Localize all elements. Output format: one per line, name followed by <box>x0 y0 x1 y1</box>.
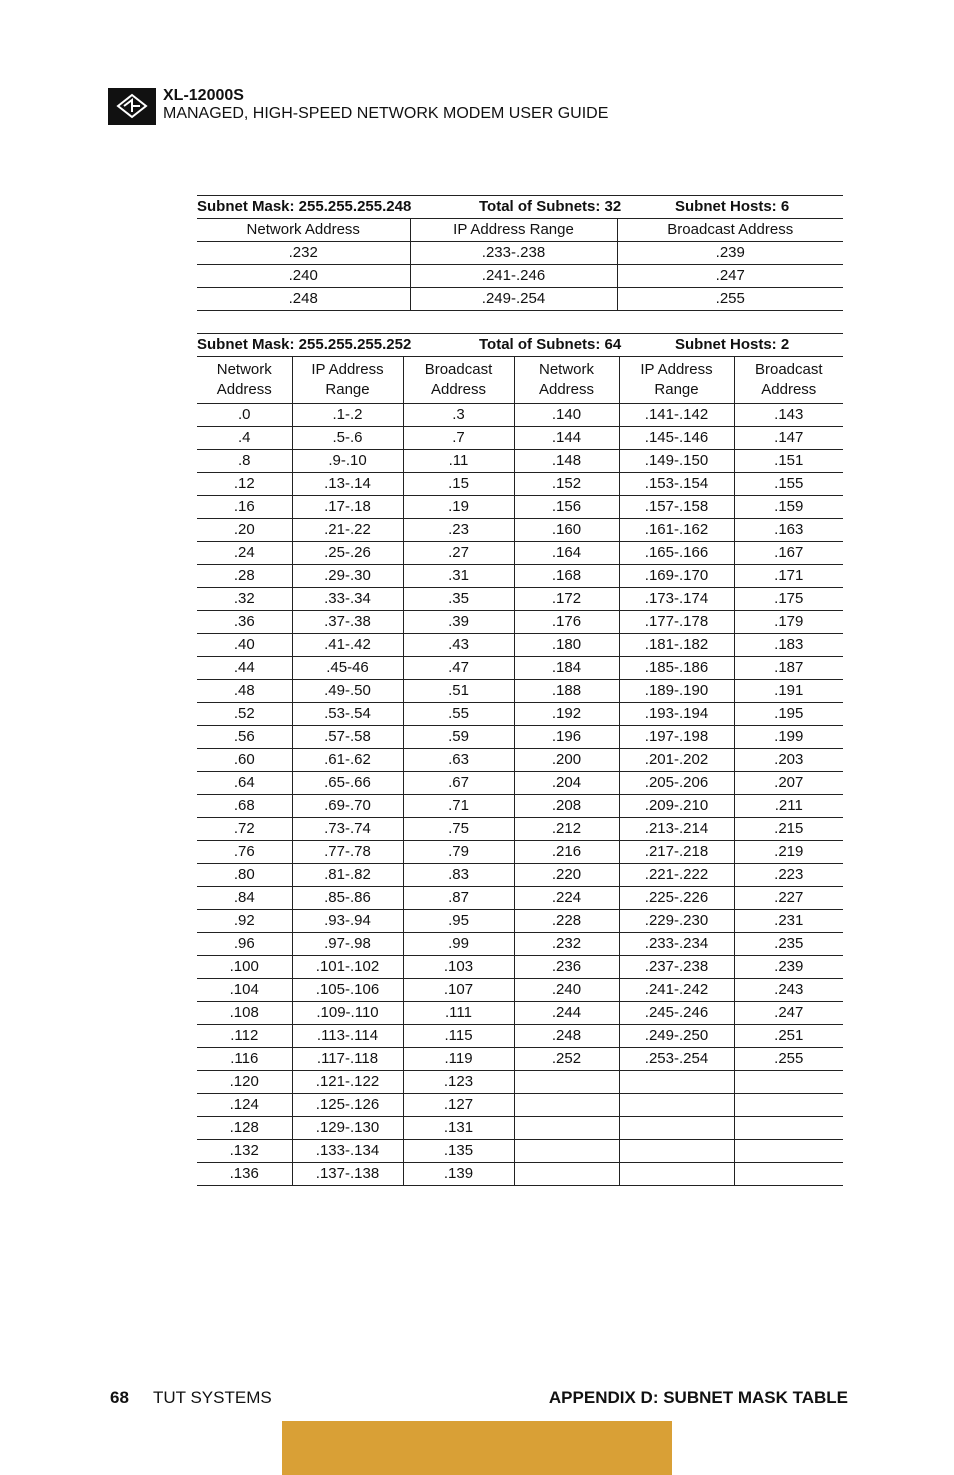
table-cell: .148 <box>514 450 619 473</box>
table-row <box>197 1002 843 1025</box>
column-header: Network Address <box>197 219 410 242</box>
table-cell: .33-.34 <box>292 588 403 611</box>
table-header-row <box>197 357 843 404</box>
table-cell: .124 <box>197 1094 292 1117</box>
table-cell: .244 <box>514 1002 619 1025</box>
table-row <box>197 887 843 910</box>
table-cell: .217-.218 <box>619 841 734 864</box>
table-cell: .247 <box>617 265 843 288</box>
table-cell <box>619 1071 734 1094</box>
table-cell: .201-.202 <box>619 749 734 772</box>
table-cell: .72 <box>197 818 292 841</box>
table-cell: .101-.102 <box>292 956 403 979</box>
table-cell <box>514 1140 619 1163</box>
table-cell: .80 <box>197 864 292 887</box>
total-subnets-label: Total of Subnets: 64 <box>479 336 622 353</box>
table-cell: .248 <box>514 1025 619 1048</box>
subnet-hosts-label: Subnet Hosts: 2 <box>675 336 790 353</box>
table-cell: .231 <box>734 910 843 933</box>
subnet-table-248 <box>197 195 843 311</box>
table-cell: .125-.126 <box>292 1094 403 1117</box>
accent-bar <box>282 1421 672 1475</box>
subnet-hosts-label: Subnet Hosts: 6 <box>675 198 790 215</box>
table-cell: .255 <box>734 1048 843 1071</box>
table-cell: .147 <box>734 427 843 450</box>
table-cell: .184 <box>514 657 619 680</box>
table-cell: .65-.66 <box>292 772 403 795</box>
table-cell: .39 <box>403 611 514 634</box>
table-cell: .240 <box>514 979 619 1002</box>
table-row <box>197 611 843 634</box>
table-cell: .211 <box>734 795 843 818</box>
table-cell: .13-.14 <box>292 473 403 496</box>
table-row <box>197 841 843 864</box>
table-cell: .92 <box>197 910 292 933</box>
table-cell: .225-.226 <box>619 887 734 910</box>
table-cell: .177-.178 <box>619 611 734 634</box>
table-cell: .51 <box>403 680 514 703</box>
column-header: IP Address Range <box>292 357 403 404</box>
table-row <box>197 288 843 311</box>
table-row <box>197 565 843 588</box>
table-cell: .208 <box>514 795 619 818</box>
table-cell <box>514 1163 619 1186</box>
table-cell: .111 <box>403 1002 514 1025</box>
table-row <box>197 1094 843 1117</box>
page-number: 68 <box>110 1388 129 1407</box>
table-cell: .229-.230 <box>619 910 734 933</box>
table-row <box>197 519 843 542</box>
table-row <box>197 1140 843 1163</box>
table-cell: .248 <box>197 288 410 311</box>
table-row <box>197 265 843 288</box>
table-cell: .37-.38 <box>292 611 403 634</box>
table-cell: .104 <box>197 979 292 1002</box>
table-cell: .155 <box>734 473 843 496</box>
table-cell: .224 <box>514 887 619 910</box>
table-cell: .69-.70 <box>292 795 403 818</box>
column-header: Broadcast Address <box>734 357 843 404</box>
table-cell: .239 <box>617 242 843 265</box>
table-cell: .100 <box>197 956 292 979</box>
table-cell: .180 <box>514 634 619 657</box>
table-cell: .59 <box>403 726 514 749</box>
table-cell: .81-.82 <box>292 864 403 887</box>
table-cell: .169-.170 <box>619 565 734 588</box>
table-cell: .216 <box>514 841 619 864</box>
table-cell: .245-.246 <box>619 1002 734 1025</box>
table-cell: .47 <box>403 657 514 680</box>
table-cell: .233-.238 <box>410 242 617 265</box>
table-cell: .221-.222 <box>619 864 734 887</box>
table-cell: .195 <box>734 703 843 726</box>
table-cell: .3 <box>403 404 514 427</box>
table-cell: .67 <box>403 772 514 795</box>
table-row <box>197 818 843 841</box>
table-cell: .161-.162 <box>619 519 734 542</box>
table-cell: .188 <box>514 680 619 703</box>
table-cell: .227 <box>734 887 843 910</box>
table-cell: .63 <box>403 749 514 772</box>
table-row <box>197 726 843 749</box>
table-cell: .220 <box>514 864 619 887</box>
table-cell: .109-.110 <box>292 1002 403 1025</box>
table-cell: .163 <box>734 519 843 542</box>
table-cell: .73-.74 <box>292 818 403 841</box>
table-cell: .164 <box>514 542 619 565</box>
company-name: TUT SYSTEMS <box>153 1388 272 1407</box>
table-cell: .32 <box>197 588 292 611</box>
tut-systems-logo-icon <box>108 88 156 125</box>
table-cell: .183 <box>734 634 843 657</box>
table-cell: .24 <box>197 542 292 565</box>
table-cell <box>734 1140 843 1163</box>
table-cell <box>619 1094 734 1117</box>
table-cell <box>619 1117 734 1140</box>
table-row <box>197 542 843 565</box>
table-cell: .9-.10 <box>292 450 403 473</box>
table-cell: .49-.50 <box>292 680 403 703</box>
table-cell <box>734 1094 843 1117</box>
table-cell: .87 <box>403 887 514 910</box>
table-cell: .129-.130 <box>292 1117 403 1140</box>
table-cell: .255 <box>617 288 843 311</box>
table-cell: .249-.250 <box>619 1025 734 1048</box>
table-row <box>197 657 843 680</box>
table-cell <box>734 1117 843 1140</box>
table-row <box>197 1048 843 1071</box>
table-cell: .16 <box>197 496 292 519</box>
table-cell: .48 <box>197 680 292 703</box>
table-cell: .60 <box>197 749 292 772</box>
table-cell <box>619 1140 734 1163</box>
table-cell: .56 <box>197 726 292 749</box>
table-cell: .107 <box>403 979 514 1002</box>
table-cell: .28 <box>197 565 292 588</box>
table-row <box>197 1025 843 1048</box>
table-cell: .200 <box>514 749 619 772</box>
table-cell: .160 <box>514 519 619 542</box>
table-cell: .237-.238 <box>619 956 734 979</box>
table-cell: .123 <box>403 1071 514 1094</box>
table-cell: .95 <box>403 910 514 933</box>
table-cell <box>734 1071 843 1094</box>
subnet-table-252 <box>197 333 843 1186</box>
table-cell: .192 <box>514 703 619 726</box>
table-cell: .20 <box>197 519 292 542</box>
table-row <box>197 956 843 979</box>
table-cell: .241-.246 <box>410 265 617 288</box>
table-cell: .135 <box>403 1140 514 1163</box>
table-cell: .61-.62 <box>292 749 403 772</box>
table-cell: .219 <box>734 841 843 864</box>
table-cell <box>514 1117 619 1140</box>
table-cell: .187 <box>734 657 843 680</box>
column-header: IP Address Range <box>410 219 617 242</box>
table-row <box>197 588 843 611</box>
table-cell: .145-.146 <box>619 427 734 450</box>
table-cell: .11 <box>403 450 514 473</box>
table-cell: .235 <box>734 933 843 956</box>
table-cell: .205-.206 <box>619 772 734 795</box>
table-cell: .57-.58 <box>292 726 403 749</box>
column-header: Broadcast Address <box>403 357 514 404</box>
total-subnets-label: Total of Subnets: 32 <box>479 198 622 215</box>
table-cell: .232 <box>197 242 410 265</box>
table-cell: .247 <box>734 1002 843 1025</box>
table-cell: .105-.106 <box>292 979 403 1002</box>
table-cell: .21-.22 <box>292 519 403 542</box>
table-cell: .120 <box>197 1071 292 1094</box>
table-caption <box>197 334 843 357</box>
product-name: XL-12000S <box>163 87 244 104</box>
table-cell: .241-.242 <box>619 979 734 1002</box>
table-caption <box>197 196 843 219</box>
table-row <box>197 933 843 956</box>
table-cell: .12 <box>197 473 292 496</box>
table-cell: .149-.150 <box>619 450 734 473</box>
table-cell: .156 <box>514 496 619 519</box>
table-cell: .119 <box>403 1048 514 1071</box>
table-cell: .1-.2 <box>292 404 403 427</box>
table-cell: .41-.42 <box>292 634 403 657</box>
table-cell: .76 <box>197 841 292 864</box>
column-header: Network Address <box>514 357 619 404</box>
table-row <box>197 772 843 795</box>
table-cell: .79 <box>403 841 514 864</box>
table-cell: .204 <box>514 772 619 795</box>
table-cell: .196 <box>514 726 619 749</box>
table-cell: .64 <box>197 772 292 795</box>
table-cell: .151 <box>734 450 843 473</box>
table-cell: .99 <box>403 933 514 956</box>
table-cell: .96 <box>197 933 292 956</box>
table-cell: .97-.98 <box>292 933 403 956</box>
table-row <box>197 404 843 427</box>
table-cell: .23 <box>403 519 514 542</box>
table-cell: .71 <box>403 795 514 818</box>
table-cell: .112 <box>197 1025 292 1048</box>
table-cell: .128 <box>197 1117 292 1140</box>
table-cell: .140 <box>514 404 619 427</box>
table-cell <box>734 1163 843 1186</box>
subnet-mask-label: Subnet Mask: 255.255.255.248 <box>197 198 412 215</box>
table-cell: .85-.86 <box>292 887 403 910</box>
table-row <box>197 1163 843 1186</box>
table-cell: .15 <box>403 473 514 496</box>
table-cell: .223 <box>734 864 843 887</box>
table-cell: .253-.254 <box>619 1048 734 1071</box>
table-cell: .185-.186 <box>619 657 734 680</box>
table-cell: .173-.174 <box>619 588 734 611</box>
table-row <box>197 979 843 1002</box>
column-header: Broadcast Address <box>617 219 843 242</box>
table-cell: .152 <box>514 473 619 496</box>
table-cell: .40 <box>197 634 292 657</box>
table-cell: .43 <box>403 634 514 657</box>
table-row <box>197 864 843 887</box>
table-cell: .5-.6 <box>292 427 403 450</box>
table-cell: .36 <box>197 611 292 634</box>
table-cell: .209-.210 <box>619 795 734 818</box>
guide-title: MANAGED, HIGH-SPEED NETWORK MODEM USER GUIDE <box>163 105 609 122</box>
table-row <box>197 634 843 657</box>
table-cell: .8 <box>197 450 292 473</box>
table-cell: .249-.254 <box>410 288 617 311</box>
table-cell: .165-.166 <box>619 542 734 565</box>
table-row <box>197 703 843 726</box>
table-cell: .117-.118 <box>292 1048 403 1071</box>
table-cell: .77-.78 <box>292 841 403 864</box>
table-cell: .171 <box>734 565 843 588</box>
table-cell: .4 <box>197 427 292 450</box>
table-cell: .115 <box>403 1025 514 1048</box>
table-cell: .52 <box>197 703 292 726</box>
table-cell: .215 <box>734 818 843 841</box>
table-cell: .127 <box>403 1094 514 1117</box>
table-cell: .172 <box>514 588 619 611</box>
table-cell: .0 <box>197 404 292 427</box>
table-cell: .29-.30 <box>292 565 403 588</box>
table-cell: .84 <box>197 887 292 910</box>
table-row <box>197 473 843 496</box>
table-cell: .203 <box>734 749 843 772</box>
table-cell: .191 <box>734 680 843 703</box>
table-cell: .157-.158 <box>619 496 734 519</box>
table-cell: .108 <box>197 1002 292 1025</box>
table-cell: .240 <box>197 265 410 288</box>
section-title: APPENDIX D: SUBNET MASK TABLE <box>548 1388 848 1407</box>
table-cell: .179 <box>734 611 843 634</box>
table-cell <box>619 1163 734 1186</box>
table-cell: .45-46 <box>292 657 403 680</box>
table-cell: .55 <box>403 703 514 726</box>
table-cell: .141-.142 <box>619 404 734 427</box>
table-cell: .35 <box>403 588 514 611</box>
table-cell: .121-.122 <box>292 1071 403 1094</box>
table-cell: .212 <box>514 818 619 841</box>
table-cell: .193-.194 <box>619 703 734 726</box>
table-cell: .143 <box>734 404 843 427</box>
table-cell: .7 <box>403 427 514 450</box>
table-cell: .159 <box>734 496 843 519</box>
table-cell: .132 <box>197 1140 292 1163</box>
table-cell: .197-.198 <box>619 726 734 749</box>
table-cell: .31 <box>403 565 514 588</box>
table-cell: .213-.214 <box>619 818 734 841</box>
table-cell: .25-.26 <box>292 542 403 565</box>
table-row <box>197 680 843 703</box>
table-row <box>197 910 843 933</box>
table-cell: .251 <box>734 1025 843 1048</box>
table-cell: .236 <box>514 956 619 979</box>
table-cell: .103 <box>403 956 514 979</box>
table-cell: .27 <box>403 542 514 565</box>
table-cell <box>514 1071 619 1094</box>
table-cell: .83 <box>403 864 514 887</box>
table-cell: .53-.54 <box>292 703 403 726</box>
table-cell: .181-.182 <box>619 634 734 657</box>
table-cell: .243 <box>734 979 843 1002</box>
table-cell: .75 <box>403 818 514 841</box>
table-row <box>197 450 843 473</box>
table-cell <box>514 1094 619 1117</box>
subnet-mask-label: Subnet Mask: 255.255.255.252 <box>197 336 412 353</box>
table-row <box>197 1071 843 1094</box>
table-cell: .137-.138 <box>292 1163 403 1186</box>
table-cell: .252 <box>514 1048 619 1071</box>
table-row <box>197 749 843 772</box>
table-cell: .136 <box>197 1163 292 1186</box>
table-row <box>197 1117 843 1140</box>
table-cell: .232 <box>514 933 619 956</box>
table-header-row <box>197 219 843 242</box>
table-cell: .233-.234 <box>619 933 734 956</box>
table-cell: .239 <box>734 956 843 979</box>
table-cell: .189-.190 <box>619 680 734 703</box>
table-cell: .68 <box>197 795 292 818</box>
table-cell: .133-.134 <box>292 1140 403 1163</box>
column-header: IP Address Range <box>619 357 734 404</box>
table-row <box>197 795 843 818</box>
table-cell: .93-.94 <box>292 910 403 933</box>
table-cell: .228 <box>514 910 619 933</box>
table-cell: .207 <box>734 772 843 795</box>
table-cell: .167 <box>734 542 843 565</box>
table-row <box>197 242 843 265</box>
table-cell: .139 <box>403 1163 514 1186</box>
table-cell: .153-.154 <box>619 473 734 496</box>
table-cell: .116 <box>197 1048 292 1071</box>
table-cell: .131 <box>403 1117 514 1140</box>
column-header: Network Address <box>197 357 292 404</box>
table-cell: .44 <box>197 657 292 680</box>
table-row <box>197 496 843 519</box>
table-cell: .113-.114 <box>292 1025 403 1048</box>
table-cell: .144 <box>514 427 619 450</box>
table-cell: .175 <box>734 588 843 611</box>
table-cell: .19 <box>403 496 514 519</box>
table-cell: .199 <box>734 726 843 749</box>
table-row <box>197 427 843 450</box>
table-cell: .168 <box>514 565 619 588</box>
table-cell: .176 <box>514 611 619 634</box>
table-cell: .17-.18 <box>292 496 403 519</box>
